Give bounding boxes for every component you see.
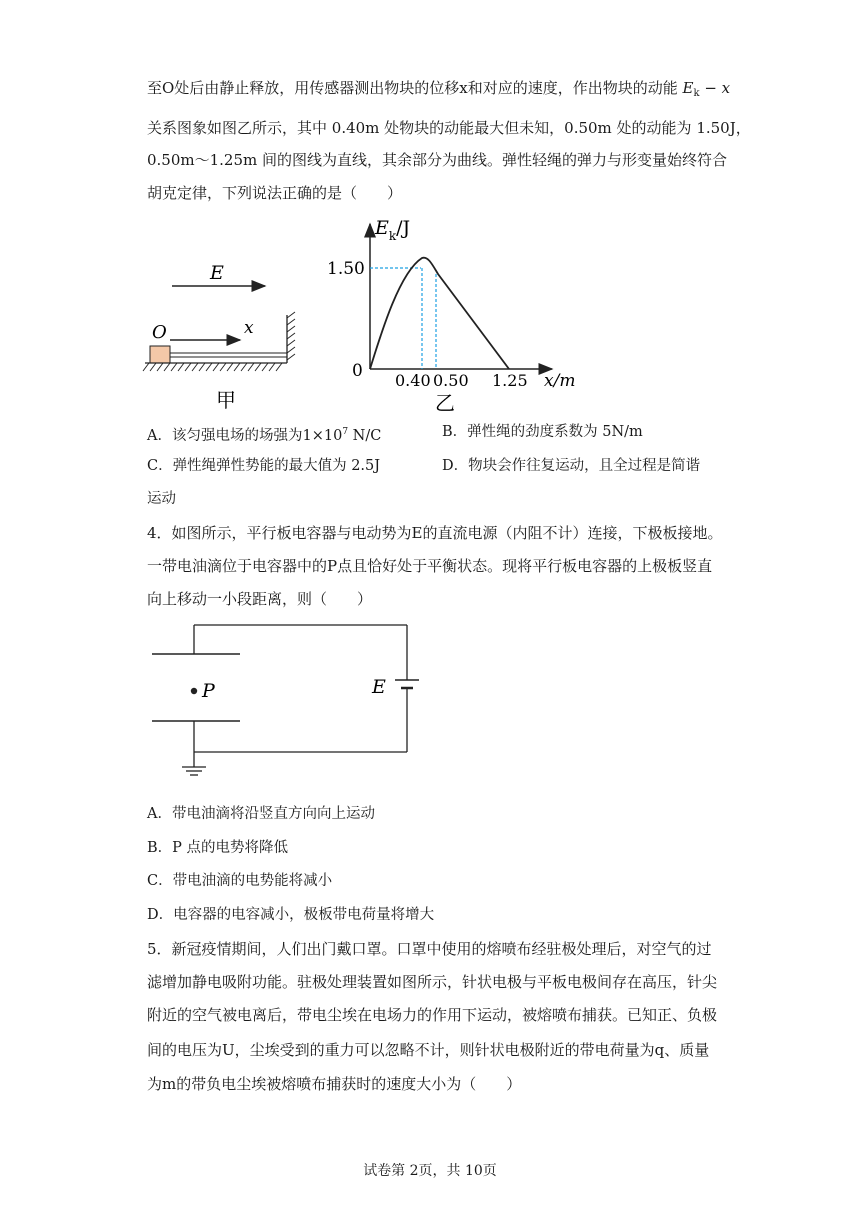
q3-stem-ek-sub: k: [693, 88, 700, 99]
q4-option-a: A．带电油滴将沿竖直方向向上运动: [147, 806, 375, 822]
q3-stem-line-2: 关系图象如图乙所示，其中 0.40m 处物块的动能最大但未知，0.50m 处的动能为 1.50J，: [147, 119, 751, 137]
q3-option-a-unit: N/C: [348, 428, 382, 444]
q5-stem-line-1: 5．新冠疫情期间，人们出门戴口罩。口罩中使用的熔喷布经驻极处理后，对空气的过: [147, 940, 712, 958]
q4-oil-drop-point: [191, 688, 197, 694]
jia-block: [150, 346, 170, 363]
q4-stem-line-3: 向上移动一小段距离，则（ ）: [147, 590, 373, 608]
q3-option-b: B．弹性绳的劲度系数为 5N/m: [442, 424, 643, 440]
jia-floor-hatch: [143, 363, 282, 371]
yi-x-tick-050: 0.50: [433, 371, 469, 390]
jia-origin-label: O: [152, 322, 167, 343]
q3-option-d-continued: 运动: [147, 491, 176, 507]
q3-stem-line-4: 胡克定律，下列说法正确的是（ ）: [147, 184, 403, 202]
yi-ek-curve: [370, 258, 509, 369]
page-footer: 试卷第 2页，共 10页: [363, 1163, 497, 1179]
q3-option-a-exponent: 7: [342, 427, 349, 437]
q3-stem-line-3: 0.50m～1.25m 间的图线为直线，其余部分为曲线。弹性轻绳的弹力与形变量始终符合: [147, 151, 728, 169]
jia-x-label: x: [244, 318, 254, 338]
q3-option-d: D．物块会作往复运动，且全过程是简谐: [442, 458, 701, 474]
jia-field-label: E: [210, 262, 224, 284]
yi-x-axis-label: x/m: [544, 371, 576, 391]
q3-stem-x-symbol: − x: [704, 79, 731, 97]
q4-e-label: E: [372, 676, 386, 698]
q5-stem-line-5: 为m的带负电尘埃被熔喷布捕获时的速度大小为（ ）: [147, 1075, 522, 1093]
q5-stem-line-3: 附近的空气被电离后，带电尘埃在电场力的作用下运动，被熔喷布捕获。已知正、负极: [147, 1006, 718, 1024]
yi-x-tick-125: 1.25: [492, 371, 528, 390]
yi-origin-label: 0: [352, 361, 363, 381]
q5-stem-line-4: 间的电压为U，尘埃受到的重力可以忽略不计，则针状电极附近的带电荷量为q、质量: [147, 1041, 710, 1059]
yi-y-axis-label: $E_k/J$: [375, 217, 411, 243]
jia-caption: 甲: [216, 388, 236, 412]
q3-option-a-value: 1×10: [302, 428, 343, 444]
q3-option-c: C．弹性绳弹性势能的最大值为 2.5J: [147, 458, 381, 474]
yi-y-tick: 1.50: [327, 259, 365, 279]
q5-stem-line-2: 滤增加静电吸附功能。驻极处理装置如图所示，针状电极与平板电极间存在高压，针尖: [147, 973, 718, 991]
ground-icon: [182, 767, 206, 775]
yi-x-tick-040: 0.40: [395, 371, 431, 390]
q3-option-a-text: A．该匀强电场的场强为: [147, 428, 303, 444]
q4-stem-line-2: 一带电油滴位于电容器中的P点且恰好处于平衡状态。现将平行板电容器的上极板竖直: [147, 557, 713, 575]
q4-option-b: B．P 点的电势将降低: [147, 840, 289, 856]
q3-option-a: [147, 422, 381, 446]
q4-option-d: D．电容器的电容减小，极板带电荷量将增大: [147, 907, 435, 923]
q3-stem-ek-symbol: E: [682, 79, 694, 97]
q3-stem-text-1: 至O处后由静止释放，用传感器测出物块的位移x和对应的速度，作出物块的动能: [147, 79, 678, 97]
q3-figure-yi: [320, 212, 590, 417]
q4-stem-line-1: 4．如图所示，平行板电容器与电动势为E的直流电源（内阻不计）连接，下极板接地。: [147, 524, 723, 542]
q4-circuit-figure: [140, 615, 420, 785]
q4-option-c: C．带电油滴的电势能将减小: [147, 873, 333, 889]
q3-figure-jia: [140, 255, 310, 415]
q3-stem-line-1: [147, 78, 730, 104]
q4-p-label: P: [202, 680, 215, 702]
yi-caption: 乙: [435, 391, 455, 415]
jia-wall-hatch: [287, 312, 295, 360]
